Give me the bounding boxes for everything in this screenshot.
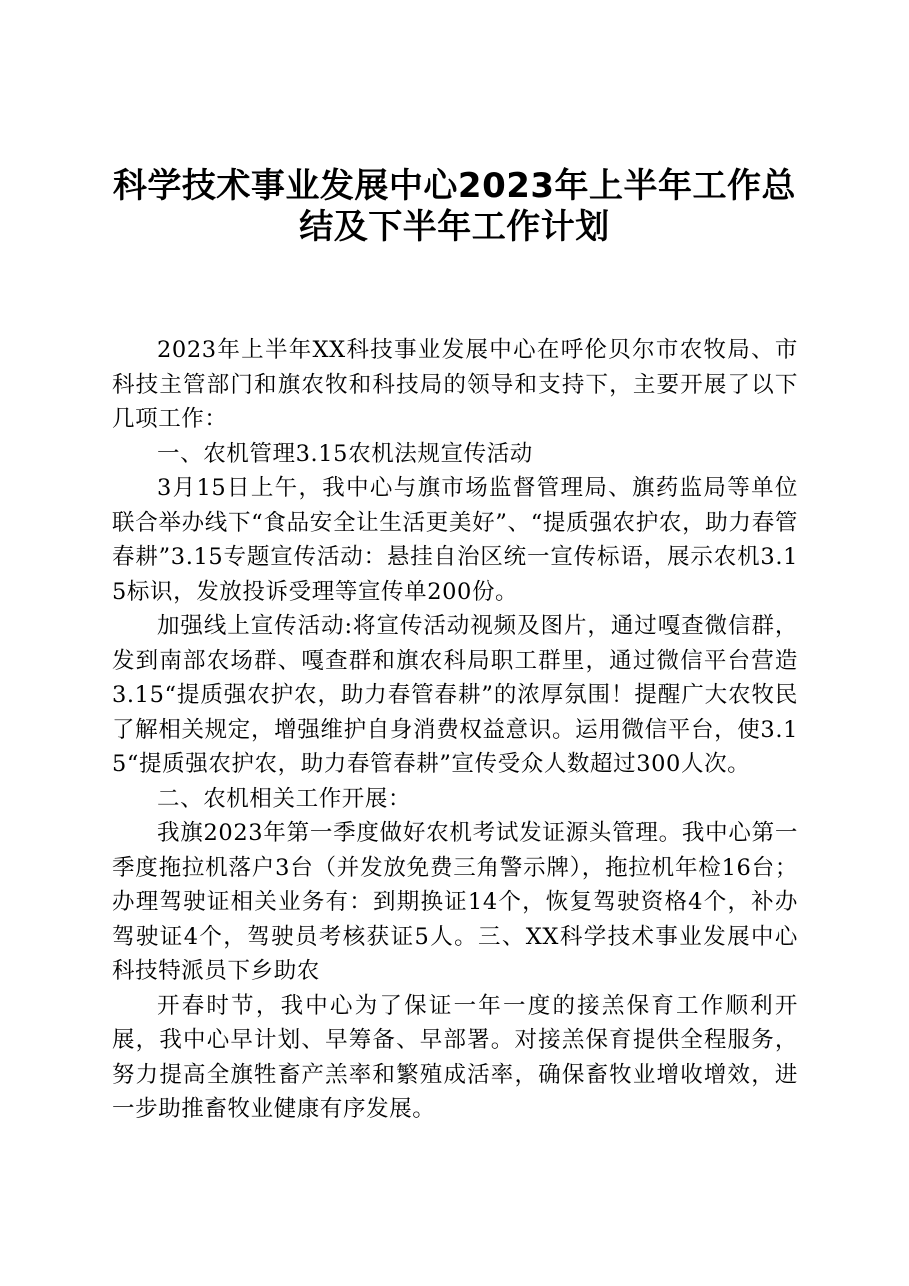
paragraph-lambing-service: 开春时节，我中心为了保证一年一度的接羔保育工作顺利开展，我中心早计划、早筹备、早部署。对接羔保育提供全程服务，努力提高全旗牲畜产羔率和繁殖成活率，确保畜牧业增收增效，进一步助推畜牧业健康有序发展。 (112, 992, 798, 1122)
section-heading-2: 二、农机相关工作开展： (157, 785, 412, 812)
paragraph-machinery-work: 我旗2023年第一季度做好农机考试发证源头管理。我中心第一季度拖拉机落户3台（并发放免费三角警示牌），拖拉机年检16台；办理驾驶证相关业务有：到期换证14个，恢复驾驶资格4个，补办驾驶证4个，驾驶员考核获证5人。三、XX科学技术事业发展中心科技特派员下乡助农 (112, 820, 798, 984)
paragraph-online-campaign: 加强线上宣传活动:将宣传活动视频及图片，通过嘎查微信群，发到南部农场群、嘎查群和旗农科局职工群里，通过微信平台营造3.15“提质强农护农，助力春管春耕”的浓厚氛围！提醒广大农牧民了解相关规定，增强维护自身消费权益意识。运用微信平台，使3.15“提质强农护农，助力春管春耕”宣传受众人数超过300人次。 (112, 613, 798, 777)
document-body (112, 333, 798, 1127)
paragraph-offline-campaign: 3月15日上午，我中心与旗市场监督管理局、旗药监局等单位联合举办线下“食品安全让生活更美好”、“提质强农护农，助力春管春耕”3.15专题宣传活动：悬挂自治区统一宣传标语，展示农机3.15标识，发放投诉受理等宣传单200份。 (112, 475, 798, 605)
document-title-line-1: 科学技术事业发展中心2023年上半年工作总 (112, 166, 797, 206)
section-heading-1: 一、农机管理3.15农机法规宣传活动 (157, 440, 533, 467)
document-title-line-2: 结及下半年工作计划 (299, 207, 610, 247)
paragraph-intro: 2023年上半年XX科技事业发展中心在呼伦贝尔市农牧局、市科技主管部门和旗农牧和科技局的领导和支持下，主要开展了以下几项工作： (112, 337, 798, 432)
